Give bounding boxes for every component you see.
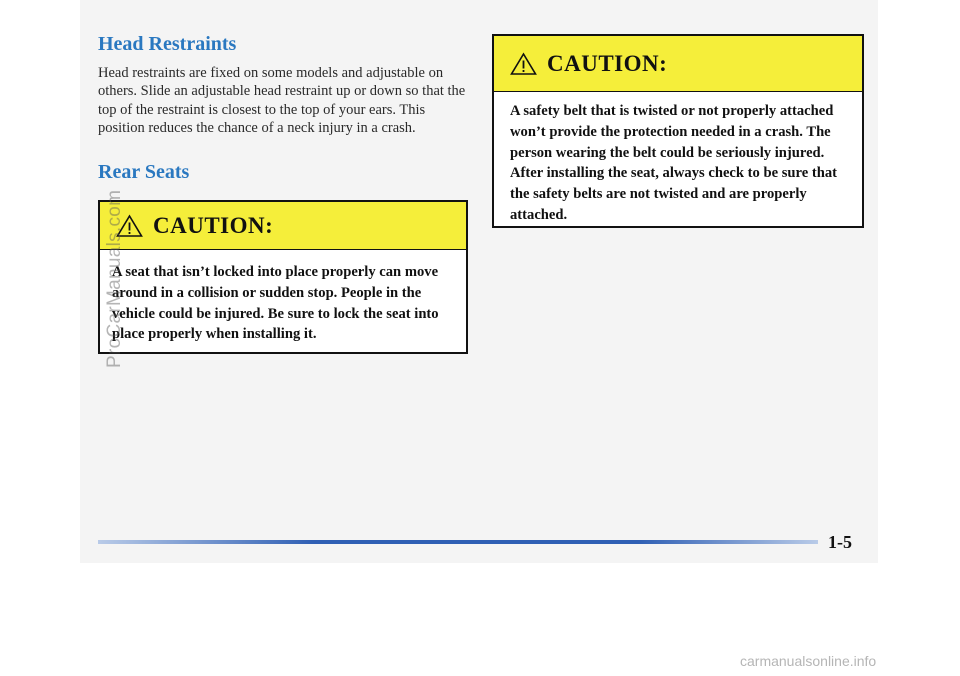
section-title-head-restraints: Head Restraints (98, 33, 237, 55)
caution-box-rear-seats (98, 200, 468, 354)
section-title-rear-seats: Rear Seats (98, 161, 190, 183)
caution-box-safety-belt (492, 34, 864, 228)
caution-title: CAUTION: (153, 212, 274, 238)
watermark-text: ProCarManuals.com (104, 189, 125, 368)
caution-text: A seat that isn’t locked into place properly can move around in a collision or sudden stop. People in the vehicle could be injured. Be sure to lock the seat into place properly when installing it. (112, 264, 439, 343)
caution-header (100, 202, 466, 250)
caution-text: A safety belt that is twisted or not properly attached won’t provide the protection needed in a crash. The person wearing the belt could be seriously injured. After installing the seat, always check to be sure that the safety belts are not twisted and are properly attached. (510, 103, 837, 223)
page-number: 1-5 (828, 532, 852, 552)
head-restraints-paragraph: Head restraints are fixed on some models and adjustable on others. Slide an adjustable head restraint up or down so that the top of the restraint is closest to the top of your ears. This position reduces the chance of a neck injury in a crash. (98, 65, 466, 137)
footer-site-link[interactable]: carmanualsonline.info (740, 653, 877, 669)
warning-triangle-icon (510, 52, 537, 76)
caution-title: CAUTION: (547, 50, 668, 76)
footer-rule (98, 540, 818, 544)
caution-header (494, 36, 862, 92)
